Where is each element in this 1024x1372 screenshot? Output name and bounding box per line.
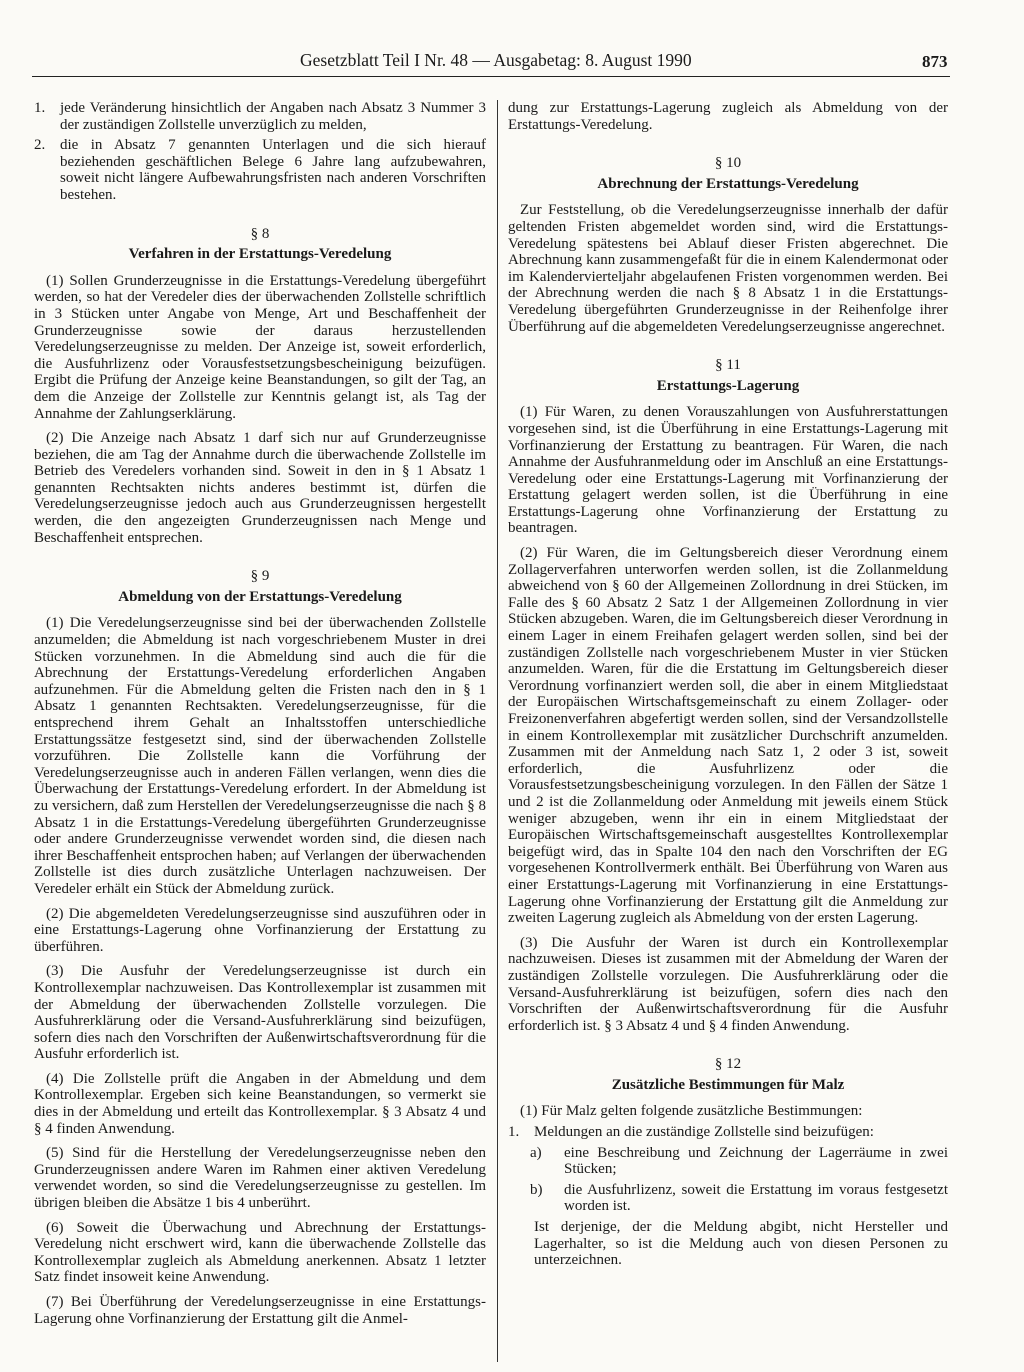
list-item [34, 137, 486, 203]
page-header [0, 50, 1024, 78]
section-9-para-5: (5) Sind für die Herstellung der Veredelungserzeugnisse neben den Grunderzeugnissen andere Waren im Rahmen einer aktiven Veredelung verwendet worden, so sind die Veredelungserzeugnisse zu gestellen. Im übrigen bleiben die Absätze 1 bis 4 unberührt. [34, 1145, 486, 1212]
section-10-title: Abrechnung der Erstattungs-Veredelung [597, 175, 859, 192]
list-item-text: jede Veränderung hinsichtlich der Angaben nach Absatz 3 Nummer 3 der zuständigen Zollstelle unverzüglich zu melden, [60, 100, 486, 133]
list-item-number: 1. [34, 100, 46, 116]
left-column [34, 100, 486, 1335]
continuation-text: dung zur Erstattungs-Lagerung zugleich als Abmeldung von der Erstattungs-Veredelung. [508, 100, 948, 133]
section-11-sign: § 11 [715, 357, 741, 374]
header-rule [32, 76, 950, 77]
list-item [508, 1124, 948, 1141]
sub-list-item [530, 1145, 948, 1178]
sub-list-item-text: eine Beschreibung und Zeichnung der Lagerräume in zwei Stücken; [564, 1144, 948, 1178]
section-12-sign: § 12 [714, 1056, 742, 1073]
list-item-number: 1. [508, 1124, 520, 1141]
section-9-para-3: (3) Die Ausfuhr der Veredelungserzeugnisse ist durch ein Kontrollexemplar nachzuweisen. Das Kontrollexemplar ist zusammen mit der Abmeldung der überwachenden Zollstelle vorzulegen. Die Ausfuhrerklärung oder die Versand-Ausfuhrerklärung sind beizufügen, sofern dies nach den Vorschriften der Außenwirtschaftsverordnung für die Ausfuhr erforderlich ist. [34, 963, 486, 1063]
section-9-para-4: (4) Die Zollstelle prüft die Angaben in der Abmeldung und dem Kontrollexemplar. Ergeben sich keine Beanstandungen, so vermerkt sie dies in der Abmeldung und erteilt das Kontrollexemplar. § 3 Absatz 4 und § 4 finden Anwendung. [34, 1070, 486, 1137]
section-11-para-1: (1) Für Waren, zu denen Vorauszahlungen von Ausfuhrerstattungen vorgesehen sind, ist die Überführung in eine Erstattungs-Lagerung mit Vorfinanzierung der Erstattung zu beantragen. Für Waren, die nach Annahme der Ausfuhranmeldung oder im Anschluß an eine Erstattungs-Veredelung oder eine Erstattungs-Lagerung mit Vorfinanzierung der Erstattung gelagert werden sollen, ist die Überführung in eine Erstattungs-Lagerung ohne Vorfinanzierung der Erstattung zu beantragen. [508, 404, 948, 537]
header-title: Gesetzblatt Teil I Nr. 48 — Ausgabetag: 8. August 1990 [300, 50, 692, 70]
sub-list-item [530, 1182, 948, 1215]
sub-list-item-text: die Ausfuhrlizenz, soweit die Erstattung im voraus festgesetzt worden ist. [564, 1181, 948, 1215]
section-11-title: Erstattungs-Lagerung [656, 377, 800, 394]
sub-list-item-label: b) [530, 1181, 543, 1198]
section-8-sign: § 8 [250, 225, 270, 242]
section-11-para-3: (3) Die Ausfuhr der Waren ist durch ein Kontrollexemplar nachzuweisen. Dieses ist zusammen mit der Abmeldung der Waren der zuständigen Zollstelle vorzulegen. Die Ausfuhrerklärung oder die Versand-Ausfuhrerklärung ist beizufügen, sofern dies nach den Vorschriften der Außenwirtschaftsverordnung für die Ausfuhr erforderlich ist. § 3 Absatz 4 und § 4 finden Anwendung. [508, 934, 948, 1034]
section-12-para-1: (1) Für Malz gelten folgende zusätzliche Bestimmungen: [520, 1103, 863, 1120]
section-11-para-2: (2) Für Waren, die im Geltungsbereich dieser Verordnung einem Zollagerverfahren unterworfen werden sollen, ist die Zollanmeldung abweichend von § 60 der Allgemeinen Zollordnung in drei Stücken, im Falle des § 60 Absatz 2 Satz 1 der Allgemeinen Zollordnung in vier Stücken abzugeben. Waren, die im Geltungsbereich dieser Verordnung in einem Lager in einem Freihafen gelagert werden sollen, sind bei der zuständigen Zollstelle nach vorgeschriebenem Muster in vier Stücken anzumelden. Waren, für die die Erstattung im Geltungsbereich dieser Verordnung vorfinanziert werden soll, die aber in einem Mitgliedstaat der Europäischen Wirtschaftsgemeinschaft zu einem Zollager- oder Freizonenverfahren abgefertigt werden sollen, sind der Versandzollstelle in einem Kontrollexemplar mit zusätzlicher Durchschrift anzumelden. Zusammen mit der Anmeldung nach Satz 1, 2 oder 3 ist, soweit erforderlich, die Ausfuhrlizenz oder die Vorausfestsetzungsbescheinigung vorzulegen. In den Fällen der Sätze 1 und 2 ist die Zollanmeldung oder Anmeldung mit jeweils einem Stück weniger abzugeben, wenn ihr ein in einem Mitgliedstaat der Europäischen Wirtschaftsgemeinschaft ausgestelltes Kontrollexemplar beigefügt wird, das in Spalte 104 den nach den Vorschriften der EG vorgesehenen Kontrollvermerk enthält. Bei Überführung von Waren aus einer Erstattungs-Lagerung mit Vorfinanzierung in eine Erstattungs-Lagerung ohne Vorfinanzierung der Erstattung gilt die Anmeldung zur zweiten Lagerung zugleich als Abmeldung von der ersten Lagerung. [508, 545, 948, 927]
section-9-title: Abmeldung von der Erstattungs-Veredelung [118, 588, 402, 605]
list-item-text: die in Absatz 7 genannten Unterlagen und die sich hierauf beziehenden geschäftlichen Belege 6 Jahre lang aufzubewahren, soweit nicht längere Aufbewahrungsfristen nach anderen Vorschriften bestehen. [60, 137, 486, 203]
section-10-sign: § 10 [714, 155, 742, 172]
page-number: 873 [922, 52, 948, 71]
section-10-para-1: Zur Feststellung, ob die Veredelungserzeugnisse innerhalb der dafür geltenden Fristen abgemeldet worden sind, wird die Erstattungs-Veredelung spätestens bei Ablauf dieser Fristen abgerechnet. Die Abrechnung kann zusammengefaßt für die in einem Kalendermonat oder im Kalendervierteljahr abgelaufenen Fristen vorgenommen werden. Bei der Abrechnung werden die nach § 8 Absatz 1 in die Erstattungs-Veredelung übergeführten Grunderzeugnisse in der Reihenfolge ihrer Überführung auf die abgemeldeten Veredelungserzeugnisse angerechnet. [508, 202, 948, 335]
section-9-para-1: (1) Die Veredelungserzeugnisse sind bei der überwachenden Zollstelle anzumelden; die Abmeldung ist nach vorgeschriebenem Muster in drei Stücken vorzunehmen. In die Abmeldung sind auch die für die Abrechnung der Erstattungs-Veredelung erforderlichen Angaben aufzunehmen. Für die Abmeldung gelten die Fristen nach den in § 1 Absatz 1 genannten Rechtsakten. Veredelungserzeugnisse, für die entsprechend ihrem Gehalt an Inhaltsstoffen unterschiedliche Erstattungssätze festgesetzt sind, sind der überwachenden Zollstelle vorzuführen. Die Zollstelle kann die Vorführung der Veredelungserzeugnisse auch in anderen Fällen verlangen, wenn dies die Überwachung der Erstattungs-Veredelung erfordert. In der Abmeldung ist zu versichern, daß zum Herstellen der Veredelungserzeugnisse die nach § 8 Absatz 1 in die Erstattungs-Veredelung übergeführten Grunderzeugnisse oder andere Grunderzeugnisse verwendet worden sind, die diesen nach ihrer Beschaffenheit entsprochen haben; auf Verlangen der überwachenden Zollstelle ist dies durch zusätzliche Unterlagen nachzuweisen. Der Veredeler erhält ein Stück der Abmeldung zurück. [34, 615, 486, 897]
right-column [508, 100, 948, 1277]
section-8-title: Verfahren in der Erstattungs-Veredelung [128, 246, 392, 263]
section-12-title: Zusätzliche Bestimmungen für Malz [611, 1076, 845, 1093]
section-9-para-7: (7) Bei Überführung der Veredelungserzeugnisse in eine Erstattungs-Lagerung ohne Vorfinanzierung der Erstattung gilt die Anmel- [34, 1294, 486, 1327]
sub-list-item-label: a) [530, 1144, 542, 1161]
section-9-sign: § 9 [250, 568, 270, 585]
list-item-text: Meldungen an die zuständige Zollstelle sind beizufügen: [534, 1124, 874, 1141]
section-9-para-2: (2) Die abgemeldeten Veredelungserzeugnisse sind auszuführen oder in eine Erstattungs-Lagerung ohne Vorfinanzierung der Erstattung zu überführen. [34, 905, 486, 955]
section-9-para-6: (6) Soweit die Überwachung und Abrechnung der Erstattungs-Veredelung nicht erschwert wird, kann die überwachende Zollstelle das Kontrollexemplar zugleich als Abmeldung anerkennen. Absatz 1 letzter Satz findet insoweit keine Anwendung. [34, 1219, 486, 1286]
section-8-para-1: (1) Sollen Grunderzeugnisse in die Erstattungs-Veredelung übergeführt werden, so hat der Veredeler dies der überwachenden Zollstelle schriftlich in 3 Stücken unter Angabe von Menge, Art und Beschaffenheit der Grunderzeugnisse sowie der daraus herzustellenden Veredelungserzeugnisse zu melden. Der Anzeige ist, soweit erforderlich, die Ausfuhrlizenz oder Vorausfestsetzungsbescheinigung beizufügen. Ergibt die Prüfung der Anzeige keine Beanstandungen, so gilt der Tag, an dem die Anzeige der Zollstelle zur Kenntnis gelangt ist, als Tag der Annahme der Zahlungserklärung. [34, 272, 486, 422]
section-12-closing: Ist derjenige, der die Meldung abgibt, nicht Hersteller und Lagerhalter, so ist die Meldung auch von diesen Personen zu unterzeichnen. [534, 1219, 948, 1269]
list-item [34, 100, 486, 133]
list-item-number: 2. [34, 137, 46, 154]
column-divider [497, 100, 498, 1362]
section-8-para-2: (2) Die Anzeige nach Absatz 1 darf sich nur auf Grunderzeugnisse beziehen, die am Tag der Annahme durch die überwachende Zollstelle im Betrieb des Veredelers vorhanden sind. Soweit in den in § 1 Absatz 1 genannten Rechtsakten nichts anderes bestimmt ist, dürfen die Veredelungserzeugnisse jedoch auch aus Grunderzeugnissen hergestellt werden, die den angezeigten Grunderzeugnissen nach Menge und Beschaffenheit entsprechen. [34, 430, 486, 546]
